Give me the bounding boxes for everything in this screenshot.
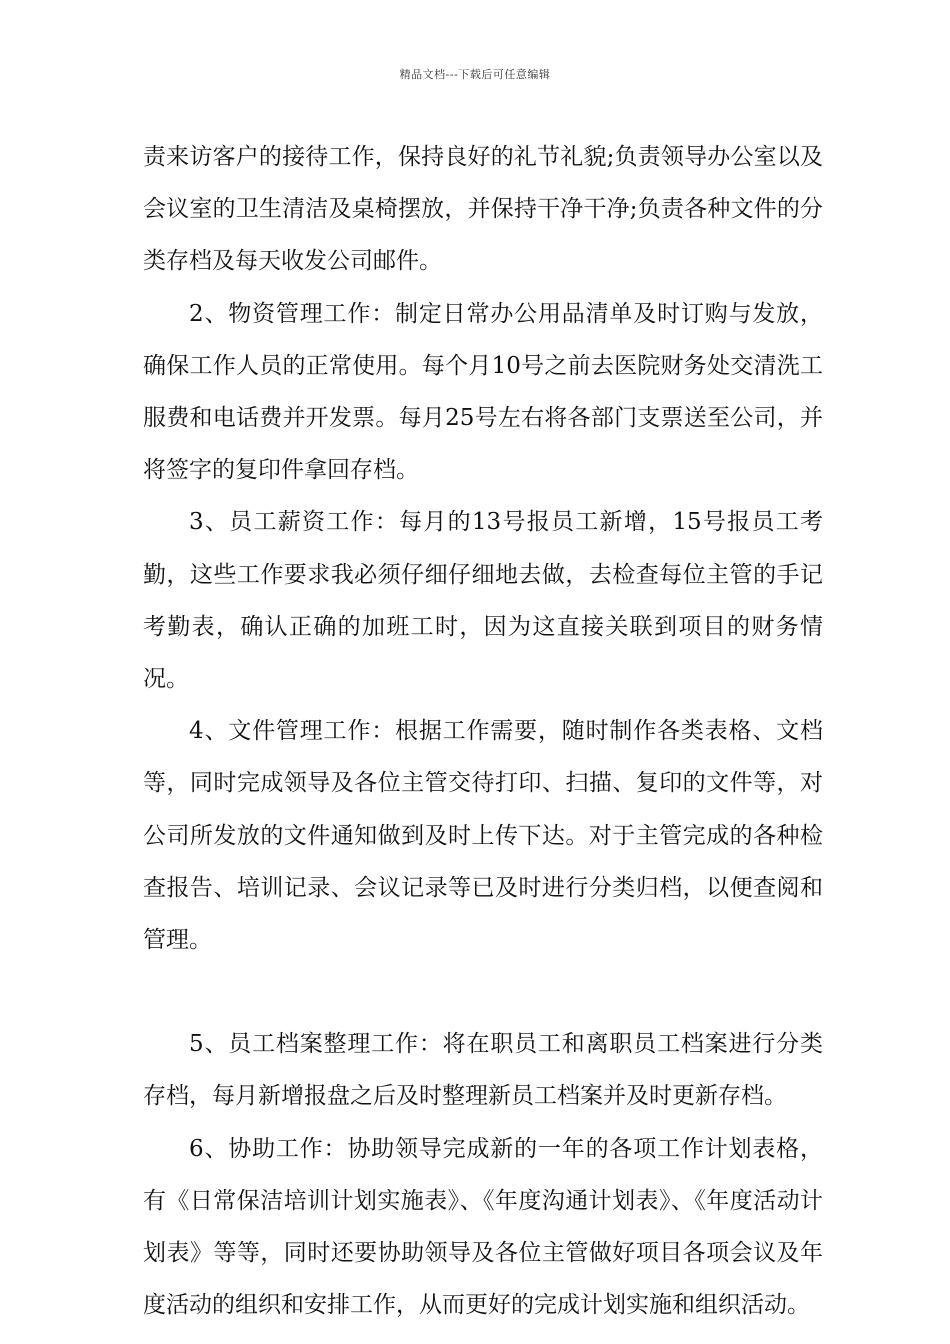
paragraph-archive-work: 5、员工档案整理工作：将在职员工和离职员工档案进行分类存档，每月新增报盘之后及时整理新员工档案并及时更新存档。 xyxy=(143,1031,823,1110)
paragraph-file-management: 4、文件管理工作：根据工作需要，随时制作各类表格、文档等，同时完成领导及各位主管交待打印、扫描、复印的文件等，对公司所发放的文件通知做到及时上传下达。对于主管完成的各种检查报告、培训记录、会议记录等已及时进行分类归档，以便查阅和管理。 xyxy=(143,718,823,954)
paragraph-reception-duties: 责来访客户的接待工作，保持良好的礼节礼貌;负责领导办公室以及会议室的卫生清洁及桌椅摆放，并保持干净干净;负责各种文件的分类存档及每天收发公司邮件。 xyxy=(143,144,823,275)
paragraph-supplies-management: 2、物资管理工作：制定日常办公用品清单及时订购与发放，确保工作人员的正常使用。每个月10号之前去医院财务处交清洗工服费和电话费并开发票。每月25号左右将各部门支票送至公司，并将签字的复印件拿回存档。 xyxy=(143,300,823,484)
paragraph-assistance-work: 6、协助工作：协助领导完成新的一年的各项工作计划表格，有《日常保洁培训计划实施表》、《年度沟通计划表》、《年度活动计划表》等等，同时还要协助领导及各位主管做好项目各项会议及年度活动的组织和安排工作，从而更好的完成计划实施和组织活动。 xyxy=(143,1135,823,1319)
paragraph-gap xyxy=(143,966,823,1018)
document-body xyxy=(143,131,823,1331)
page-header: 精品文档---下载后可任意编辑 xyxy=(399,68,551,81)
paragraph-payroll-work: 3、员工薪资工作：每月的13号报员工新增，15号报员工考勤，这些工作要求我必须仔细仔细地去做，去检查每位主管的手记考勤表，确认正确的加班工时，因为这直接关联到项目的财务情况。 xyxy=(143,509,823,693)
